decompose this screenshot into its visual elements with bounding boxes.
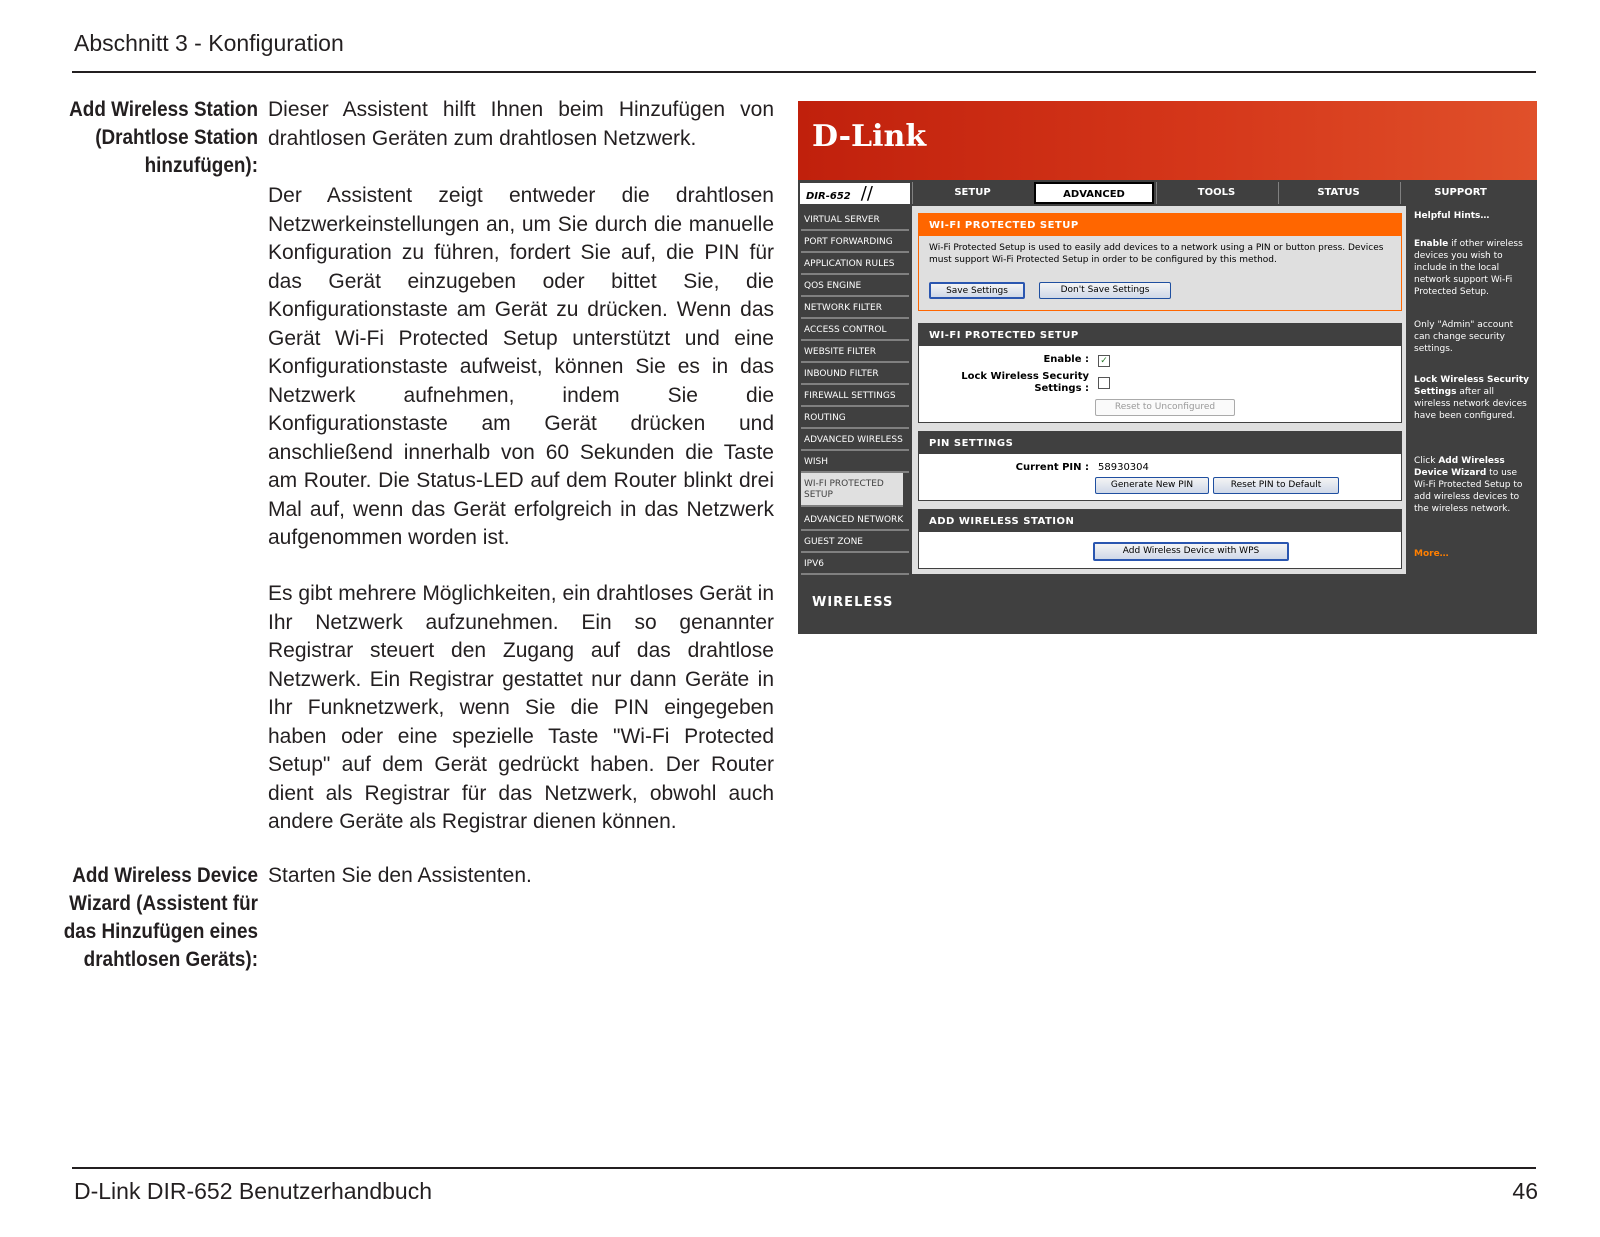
sidebar-item-routing[interactable]: ROUTING (801, 407, 909, 429)
sidebar-item-application-rules[interactable]: APPLICATION RULES (801, 253, 909, 275)
term-add-wireless-station: Add Wireless Station (Drahtlose Station hinzufügen): (69, 98, 259, 177)
model-label (800, 183, 910, 204)
sidebar-item-ipv6[interactable]: IPV6 (801, 553, 909, 575)
check-mark-icon: ✓ (1100, 356, 1108, 366)
sidebar-item-guest-zone[interactable]: GUEST ZONE (801, 531, 909, 553)
paragraph-start-wizard: Starten Sie den Assistenten. (268, 864, 532, 887)
paragraph-intro: Dieser Assistent hilft Ihnen beim Hinzufügen von drahtlosen Geräten zum drahtlosen Netzwerk. (268, 98, 774, 150)
current-pin-label: Current PIN : (1015, 462, 1089, 473)
hints-title: Helpful Hints… (1414, 211, 1490, 221)
hint-enable (1414, 238, 1532, 298)
paragraph-wizard-details: Der Assistent zeigt entweder die drahtlosen Netzwerkeinstellungen an, um Sie durch die manuelle Konfiguration zu führen, fordert Sie auf, die PIN für das Gerät einzugeben oder bittet Sie, die Konfigurationstaste am Gerät zu drücken. Wenn das Gerät Wi-Fi Protected Setup unterstützt und eine Konfigurationstaste aufweist, können Sie es in das Netzwerk aufnehmen, indem Sie die Konfigurationstaste am Gerät drücken und anschließend innerhalb von 60 Sekunden die Taste am Router. Die Status-LED auf dem Router blinkt drei Mal auf, wenn das Gerät erfolgreich in das Netzwerk aufgenommen worden ist. (268, 184, 774, 549)
hint-enable-bold: Enable (1414, 239, 1449, 249)
current-pin-value: 58930304 (1098, 462, 1149, 473)
sidebar-item-website-filter[interactable]: WEBSITE FILTER (801, 341, 909, 363)
add-wireless-station-title: ADD WIRELESS STATION (919, 510, 1401, 532)
lock-security-checkbox[interactable] (1098, 377, 1110, 389)
term-add-wireless-device-wizard: Add Wireless Device Wizard (Assistent für das Hinzufügen eines drahtlosen Geräts): (63, 864, 259, 971)
sidebar-item-wifi-protected-setup[interactable]: WI-FI PROTECTED SETUP (801, 473, 903, 507)
tab-status[interactable]: STATUS (1278, 182, 1398, 204)
enable-checkbox[interactable] (1098, 355, 1110, 367)
dlink-logo: D-Link (812, 119, 927, 154)
wps-settings-section (918, 323, 1402, 423)
hint-wizard (1414, 455, 1532, 515)
lock-security-label-line1: Lock Wireless Security (961, 371, 1089, 382)
hint-wizard-text: to use Wi-Fi Protected Setup to add wireless devices to the wireless network. (1414, 468, 1523, 514)
wireless-footer-label: WIRELESS (812, 595, 894, 610)
sidebar-item-wish[interactable]: WISH (801, 451, 909, 473)
hint-lock-text: after all wireless network devices have been configured. (1414, 387, 1527, 421)
sidebar-item-firewall-settings[interactable]: FIREWALL SETTINGS (801, 385, 909, 407)
dont-save-settings-button[interactable]: Don't Save Settings (1039, 282, 1171, 299)
hints-more-link[interactable]: More… (1414, 549, 1449, 559)
wps-intro-section (918, 213, 1402, 311)
add-wireless-device-wps-button[interactable]: Add Wireless Device with WPS (1093, 542, 1289, 561)
router-footer-bar (798, 576, 1537, 634)
hint-wizard-bold: Add Wireless Device Wizard (1414, 456, 1505, 478)
sidebar-item-advanced-network[interactable]: ADVANCED NETWORK (801, 509, 909, 531)
generate-pin-button[interactable]: Generate New PIN (1095, 477, 1209, 494)
model-name: DIR-652 (806, 191, 851, 202)
save-settings-button[interactable]: Save Settings (929, 282, 1025, 299)
reset-pin-button[interactable]: Reset PIN to Default (1213, 477, 1339, 494)
tab-tools[interactable]: TOOLS (1156, 182, 1276, 204)
reset-unconfigured-button[interactable]: Reset to Unconfigured (1095, 399, 1235, 416)
tab-advanced[interactable]: ADVANCED (1034, 182, 1154, 204)
hint-admin: Only "Admin" account can change security settings. (1414, 320, 1514, 354)
wps-intro-title: WI-FI PROTECTED SETUP (919, 214, 1401, 236)
page-number: 46 (1512, 1178, 1538, 1204)
sidebar-item-access-control[interactable]: ACCESS CONTROL (801, 319, 909, 341)
hint-wizard-pre: Click (1414, 456, 1439, 466)
paragraph-registrar: Es gibt mehrere Möglichkeiten, ein drahtloses Gerät in Ihr Netzwerk aufzunehmen. Ein so genannter Registrar steuert den Zugang auf das drahtlose Netzwerk. Ein Registrar gestattet nur dann Geräte in Ihr Funknetzwerk, wenn Sie die PIN eingegeben haben oder eine spezielle Taste "Wi-Fi Protected Setup" auf dem Gerät gedrückt haben. Der Router dient als Registrar für das Netzwerk, obwohl auch andere Geräte als Registrar dienen können. (268, 582, 774, 833)
tab-setup[interactable]: SETUP (912, 182, 1032, 204)
enable-label: Enable : (1043, 354, 1089, 365)
page-footer-title: D-Link DIR-652 Benutzerhandbuch (74, 1178, 432, 1204)
sidebar-item-advanced-wireless[interactable]: ADVANCED WIRELESS (801, 429, 909, 451)
hint-lock (1414, 374, 1532, 422)
wps-intro-text: Wi-Fi Protected Setup is used to easily add devices to a network using a PIN or button press. Devices must support Wi-Fi Protected Setup in order to be configured by this method. (929, 243, 1384, 265)
sidebar-item-virtual-server[interactable]: VIRTUAL SERVER (801, 209, 909, 231)
sidebar-item-inbound-filter[interactable]: INBOUND FILTER (801, 363, 909, 385)
pin-settings-section (918, 431, 1402, 501)
page-header: Abschnitt 3 - Konfiguration (74, 30, 344, 56)
sidebar-item-network-filter[interactable]: NETWORK FILTER (801, 297, 909, 319)
pin-settings-title: PIN SETTINGS (919, 432, 1401, 454)
header-rule (72, 71, 1536, 73)
tab-support[interactable]: SUPPORT (1400, 182, 1520, 204)
hint-lock-bold: Lock Wireless Security Settings (1414, 375, 1529, 397)
model-slashes: // (860, 183, 873, 204)
sidebar-item-port-forwarding[interactable]: PORT FORWARDING (801, 231, 909, 253)
helpful-hints-panel (1406, 206, 1537, 574)
lock-security-label-line2: Settings : (1034, 383, 1089, 394)
hint-enable-text: if other wireless devices you wish to include in the local network support Wi-Fi Protected Setup. (1414, 239, 1523, 297)
footer-rule (72, 1167, 1536, 1169)
wps-settings-title: WI-FI PROTECTED SETUP (919, 324, 1401, 346)
add-wireless-station-section (918, 509, 1402, 569)
router-screenshot (798, 101, 1537, 634)
sidebar-item-qos-engine[interactable]: QOS ENGINE (801, 275, 909, 297)
